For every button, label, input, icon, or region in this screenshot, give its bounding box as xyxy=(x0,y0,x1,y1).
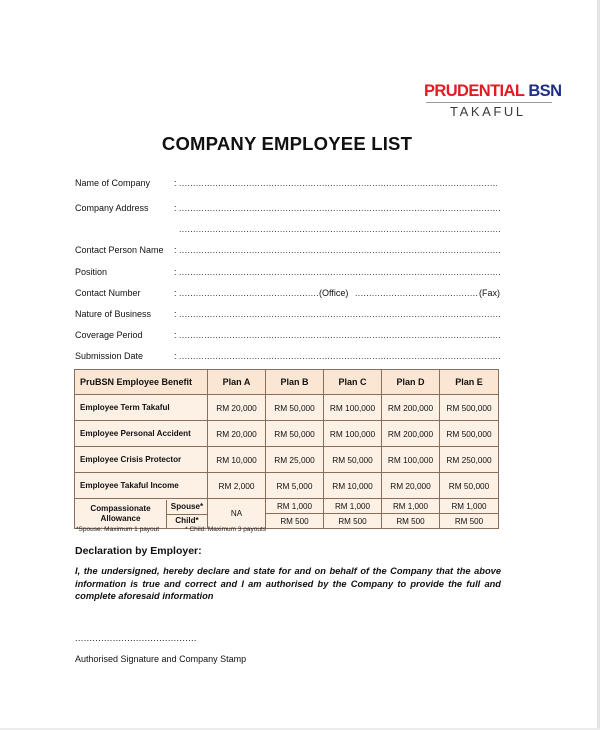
table-header-row xyxy=(75,370,499,395)
table-cell: RM 50,000 xyxy=(440,473,499,499)
table-cell: NA xyxy=(208,499,266,529)
field-label: Company Address xyxy=(75,203,149,213)
column-header: Plan D xyxy=(382,370,440,395)
name-of-company-input[interactable] xyxy=(179,176,497,190)
logo-bsn: BSN xyxy=(528,82,562,100)
position-input[interactable] xyxy=(179,265,501,279)
table-cell: RM 100,000 xyxy=(324,421,382,447)
benefit-name: Employee Personal Accident xyxy=(75,421,208,447)
field-label: Name of Company xyxy=(75,178,151,188)
field-separator: : xyxy=(174,245,177,255)
benefit-name: Employee Crisis Protector xyxy=(75,447,208,473)
table-cell: RM 500 xyxy=(266,514,324,529)
table-cell: RM 1,000 xyxy=(324,499,382,514)
logo-prudential: PRUDENTIAL xyxy=(424,82,525,100)
declaration-text: I, the undersigned, hereby declare and state for and on behalf of the Company that the above information is true and correct and I am authorised by the Company to provide the full and complete aforesaid information xyxy=(75,566,501,601)
field-separator: : xyxy=(174,309,177,319)
nature-of-business-input[interactable] xyxy=(179,307,501,321)
table-cell: RM 20,000 xyxy=(208,395,266,421)
table-cell: RM 50,000 xyxy=(266,421,324,447)
table-cell: RM 250,000 xyxy=(440,447,499,473)
table-cell: RM 100,000 xyxy=(382,447,440,473)
submission-date-input[interactable] xyxy=(179,349,501,363)
field-label: Submission Date xyxy=(75,351,144,361)
company-address-input[interactable] xyxy=(179,201,501,215)
office-number-input[interactable] xyxy=(179,286,319,300)
field-label: Contact Number xyxy=(75,288,141,298)
child-label: Child* xyxy=(175,516,199,525)
spouse-label: Spouse* xyxy=(167,500,207,515)
table-cell: RM 200,000 xyxy=(382,395,440,421)
table-cell: RM 20,000 xyxy=(382,473,440,499)
table-row xyxy=(75,499,499,514)
table-cell: RM 500 xyxy=(440,514,499,529)
column-header: PruBSN Employee Benefit xyxy=(75,370,208,395)
field-label: Contact Person Name xyxy=(75,245,164,255)
spouse-note: *Spouse: Maximum 1 payout xyxy=(76,526,160,533)
office-tag: (Office) xyxy=(319,288,349,298)
field-label: Position xyxy=(75,267,108,277)
field-separator: : xyxy=(174,267,177,277)
fax-tag: (Fax) xyxy=(479,288,500,298)
company-address-line2-input[interactable] xyxy=(179,222,501,236)
column-header: Plan B xyxy=(266,370,324,395)
table-cell: RM 200,000 xyxy=(382,421,440,447)
benefit-name: Employee Term Takaful xyxy=(75,395,208,421)
benefit-table xyxy=(74,369,499,529)
contact-person-name-input[interactable] xyxy=(179,243,501,257)
declaration-heading: Declaration by Employer: xyxy=(75,545,202,557)
table-cell: RM 2,000 xyxy=(208,473,266,499)
table-cell: RM 1,000 xyxy=(440,499,499,514)
table-row xyxy=(75,447,499,473)
table-row xyxy=(75,473,499,499)
field-separator: : xyxy=(174,178,177,188)
table-cell: RM 10,000 xyxy=(324,473,382,499)
table-footnotes xyxy=(76,526,266,533)
table-cell: RM 1,000 xyxy=(266,499,324,514)
table-cell: RM 50,000 xyxy=(266,395,324,421)
fax-number-input[interactable] xyxy=(355,286,479,300)
table-cell: RM 20,000 xyxy=(208,421,266,447)
coverage-period-input[interactable] xyxy=(179,328,501,342)
column-header: Plan C xyxy=(324,370,382,395)
field-separator: : xyxy=(174,288,177,298)
table-cell: RM 1,000 xyxy=(382,499,440,514)
logo-divider xyxy=(426,102,552,103)
logo-takaful: TAKAFUL xyxy=(450,104,526,119)
table-row xyxy=(75,395,499,421)
table-cell: RM 500,000 xyxy=(440,395,499,421)
field-label: Nature of Business xyxy=(75,309,152,319)
table-row xyxy=(75,421,499,447)
field-separator: : xyxy=(174,330,177,340)
child-note: * Child: Maximum 3 payouts xyxy=(185,526,267,533)
signature-line[interactable]: .......................................... xyxy=(75,633,197,643)
table-cell: RM 500 xyxy=(324,514,382,529)
field-separator: : xyxy=(174,203,177,213)
table-cell: RM 5,000 xyxy=(266,473,324,499)
compassionate-allowance-cell xyxy=(75,499,208,529)
signature-label: Authorised Signature and Company Stamp xyxy=(75,654,247,664)
field-separator: : xyxy=(174,351,177,361)
table-cell: RM 500,000 xyxy=(440,421,499,447)
field-label: Coverage Period xyxy=(75,330,143,340)
benefit-name: Employee Takaful Income xyxy=(75,473,208,499)
column-header: Plan E xyxy=(440,370,499,395)
table-cell: RM 500 xyxy=(382,514,440,529)
page-title: COMPANY EMPLOYEE LIST xyxy=(161,133,413,154)
table-cell: RM 25,000 xyxy=(266,447,324,473)
compassionate-allowance-label: Compassionate Allowance xyxy=(75,500,167,528)
column-header: Plan A xyxy=(208,370,266,395)
table-cell: RM 10,000 xyxy=(208,447,266,473)
table-cell: RM 50,000 xyxy=(324,447,382,473)
prudential-bsn-logo xyxy=(424,82,562,122)
table-cell: RM 100,000 xyxy=(324,395,382,421)
